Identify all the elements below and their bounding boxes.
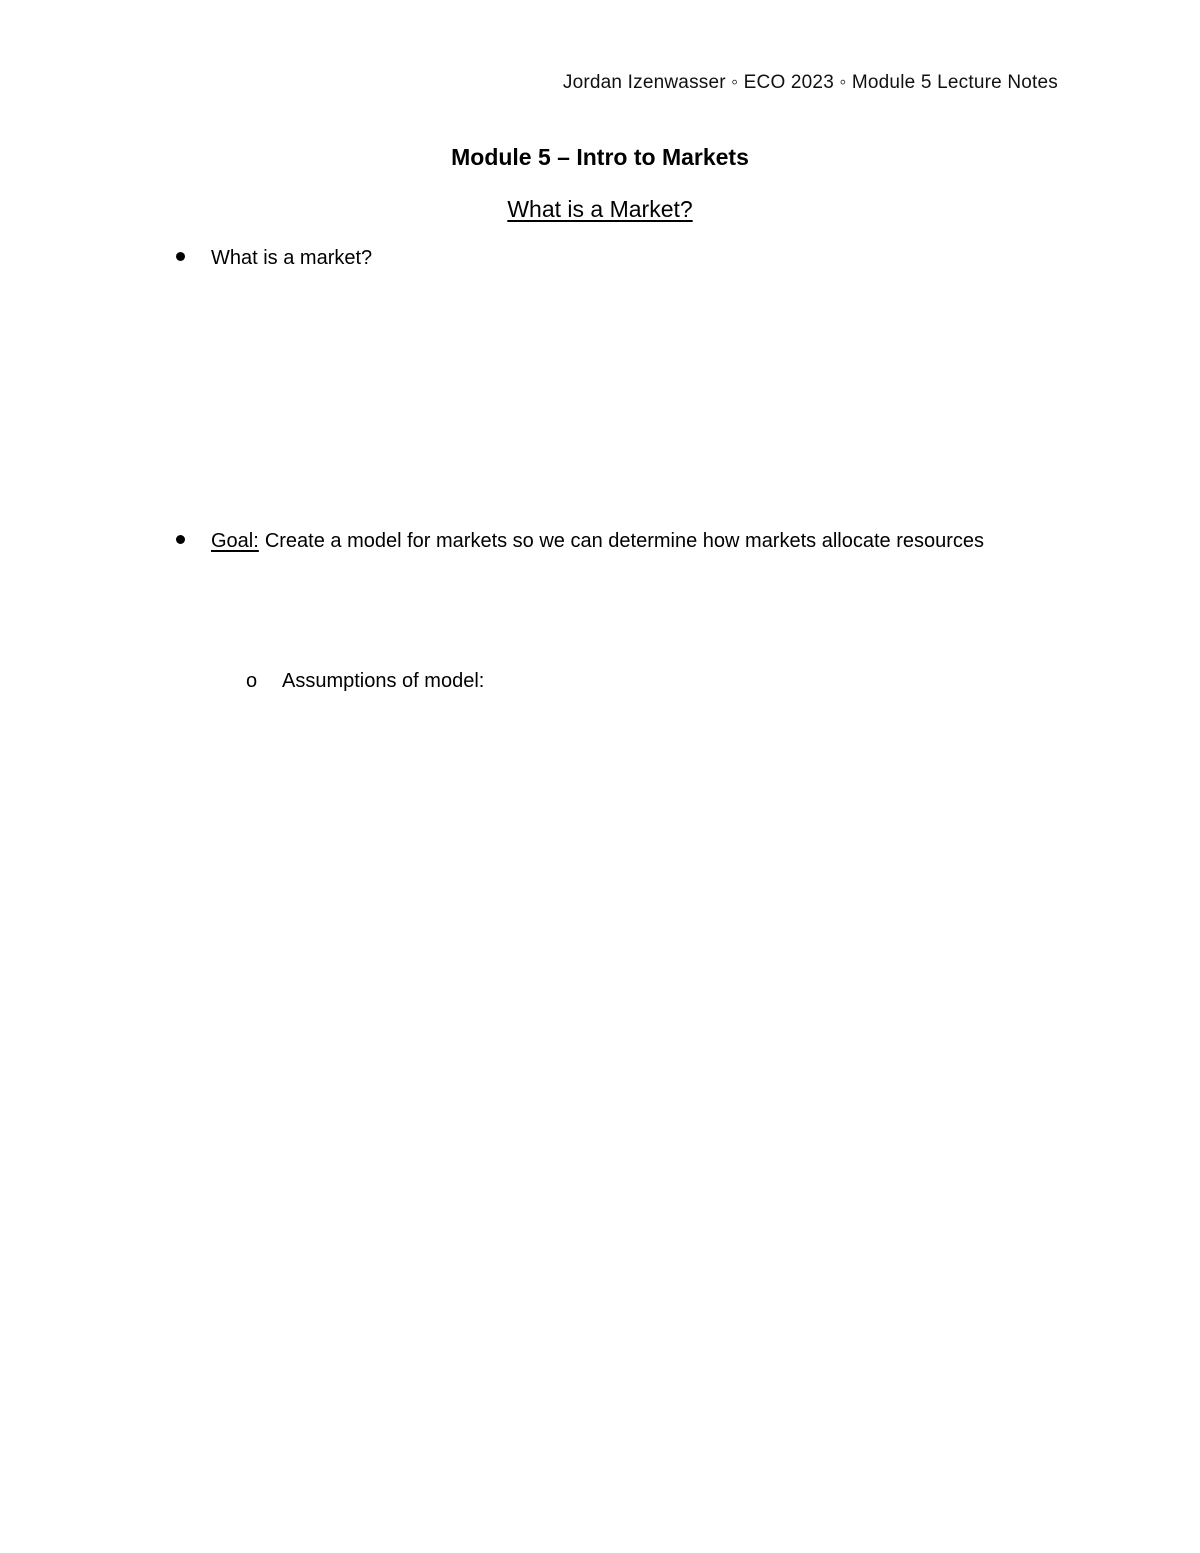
section-heading: What is a Market? bbox=[507, 196, 693, 222]
hollow-circle-bullet-icon: o bbox=[246, 670, 258, 692]
sub-bullet-text: Assumptions of model: bbox=[282, 670, 485, 692]
bullet-text: What is a market? bbox=[211, 247, 373, 269]
bullet-label-goal: Goal: bbox=[211, 530, 259, 552]
bullet-item bbox=[176, 530, 984, 553]
bullet-disc-icon bbox=[176, 535, 185, 544]
bullet-item bbox=[176, 247, 372, 270]
running-header: Jordan Izenwasser ◦ ECO 2023 ◦ Module 5 Lecture Notes bbox=[562, 72, 1058, 93]
document-title: Module 5 – Intro to Markets bbox=[451, 144, 749, 170]
bullet-disc-icon bbox=[176, 252, 185, 261]
bullet-text: Create a model for markets so we can determine how markets allocate resources bbox=[264, 530, 985, 552]
sub-bullet-item bbox=[246, 670, 484, 693]
